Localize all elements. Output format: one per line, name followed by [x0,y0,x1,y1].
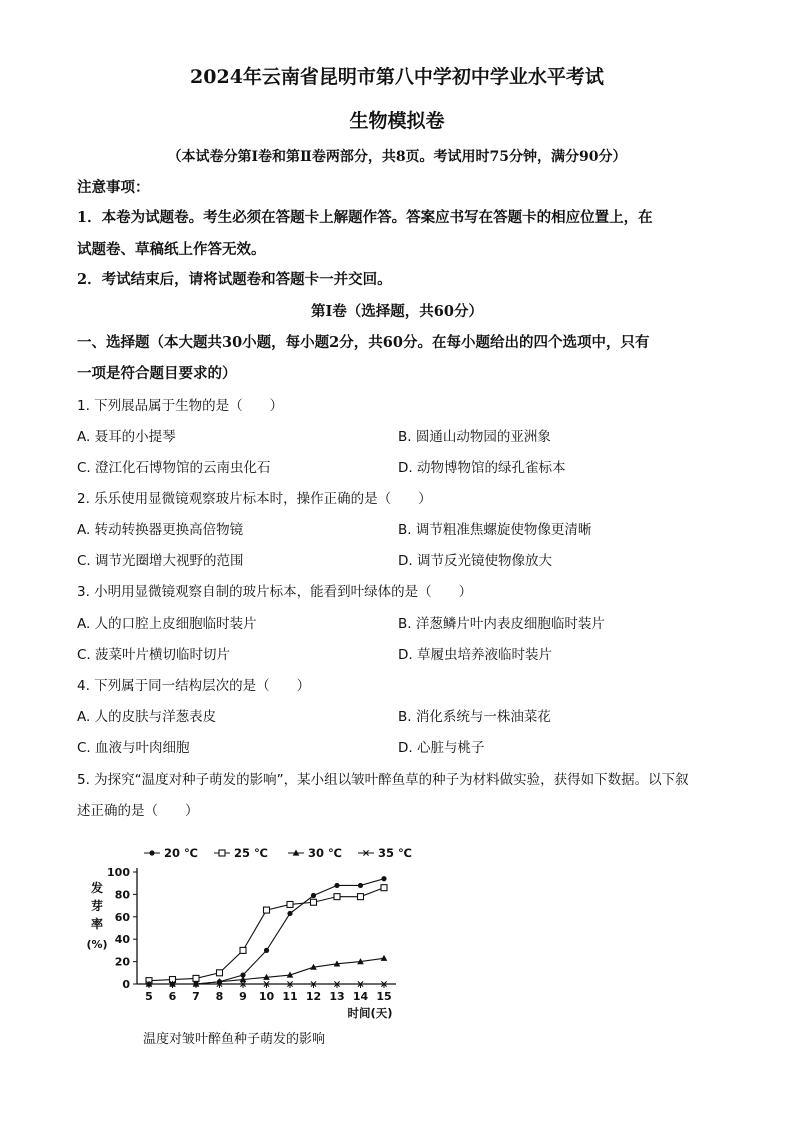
data-point [217,970,223,976]
notice-item-2: 2．考试结束后，请将试题卷和答题卡一并交回。 [77,271,392,288]
y-tick-label: 80 [114,888,130,902]
exam-title: 2024年云南省昆明市第八中学初中学业水平考试 [190,66,604,88]
question-5-stem-line-2: 述正确的是（ ） [77,803,199,819]
part1-heading: 第Ⅰ卷（选择题，共60分） [311,303,483,320]
y-tick-label: 0 [122,978,130,991]
chart-caption: 温度对皱叶醉鱼种子萌发的影响 [143,1032,326,1047]
question-1-option-c: C. 澄江化石博物馆的云南虫化石 [77,460,271,476]
y-tick-label: 100 [107,866,130,879]
x-tick-label: 12 [305,990,322,1003]
question-1-stem: 1. 下列展品属于生物的是（ ） [77,398,284,414]
question-3-option-b: B. 洋葱鳞片叶内表皮细胞临时装片 [398,616,605,632]
data-point [358,883,363,888]
notice-item-1-line-2: 试题卷、草稿纸上作答无效。 [77,241,266,258]
series-line-3 [149,958,384,984]
germination-chart [80,840,420,1025]
series-line-1 [149,879,384,984]
x-tick-label: 10 [258,990,275,1003]
question-1-option-d: D. 动物博物馆的绿孔雀标本 [398,460,566,476]
legend-label: 35 ℃ [378,846,412,860]
legend-label: 25 ℃ [234,846,268,860]
y-axis-label-char: 发 [90,881,104,895]
x-tick-label: 14 [352,990,369,1003]
question-3-option-d: D. 草履虫培养液临时装片 [398,647,552,663]
question-3-option-c: C. 菠菜叶片横切临时切片 [77,647,231,663]
x-tick-label: 9 [239,990,247,1003]
legend-label: 20 ℃ [164,846,198,860]
data-point [240,947,246,953]
question-2-option-a: A. 转动转换器更换高倍物镜 [77,522,244,538]
legend-label: 30 ℃ [308,846,342,860]
x-tick-label: 8 [215,990,224,1003]
question-1-option-a: A. 聂耳的小提琴 [77,429,176,445]
data-point [381,876,386,881]
x-tick-label: 6 [168,990,177,1003]
y-tick-label: 60 [114,910,130,924]
question-4-stem: 4. 下列属于同一结构层次的是（ ） [77,678,311,694]
y-tick-label: 20 [114,955,130,969]
data-point [287,911,292,916]
data-point [264,907,270,913]
data-point [381,955,388,961]
x-axis-label: 时间(天) [347,1006,393,1020]
question-5-stem-line-1: 5. 为探究“温度对种子萌发的影响”，某小组以皱叶醉鱼草的种子为材料做实验，获得如下数据。以下叙 [77,772,689,788]
question-4-option-b: B. 消化系统与一株油菜花 [398,709,551,725]
question-2-option-c: C. 调节光圈增大视野的范围 [77,553,244,569]
data-point [311,899,317,905]
series-line-2 [149,888,384,981]
data-point [264,948,269,953]
legend-marker [219,850,225,856]
y-axis-label-unit: (%) [86,938,108,951]
data-point [311,893,316,898]
question-2-stem: 2. 乐乐使用显微镜观察玻片标本时，操作正确的是（ ） [77,491,432,507]
question-1-option-b: B. 圆通山动物园的亚洲象 [398,429,551,445]
data-point [358,894,364,900]
legend-marker [149,850,154,855]
x-tick-label: 11 [282,990,298,1003]
data-point [287,901,293,907]
data-point [334,894,340,900]
x-tick-label: 7 [192,990,200,1003]
question-4-option-c: C. 血液与叶肉细胞 [77,740,190,756]
question-2-option-d: D. 调节反光镜使物像放大 [398,553,552,569]
question-4-option-a: A. 人的皮肤与洋葱表皮 [77,709,217,725]
exam-note: （本试卷分第Ⅰ卷和第Ⅱ卷两部分，共8页。考试用时75分钟，满分90分） [167,149,627,165]
x-tick-label: 5 [145,990,153,1003]
question-3-option-a: A. 人的口腔上皮细胞临时装片 [77,616,257,632]
question-4-option-d: D. 心脏与桃子 [398,740,485,756]
section-instruction-line-2: 一项是符合题目要求的） [77,365,237,382]
notice-heading: 注意事项： [77,179,150,196]
question-3-stem: 3. 小明用显微镜观察自制的玻片标本，能看到叶绿体的是（ ） [77,584,473,600]
section-instruction-line-1: 一、选择题（本大题共30小题，每小题2分，共60分。在每小题给出的四个选项中，只有 [77,334,650,351]
notice-item-1-line-1: 1．本卷为试题卷。考生必须在答题卡上解题作答。答案应书写在答题卡的相应位置上，在 [77,209,653,226]
x-tick-label: 15 [376,990,392,1003]
x-tick-label: 13 [329,990,345,1003]
question-2-option-b: B. 调节粗准焦螺旋使物像更清晰 [398,522,592,538]
exam-subtitle: 生物模拟卷 [349,110,445,132]
data-point [334,883,339,888]
y-axis-label-char: 率 [90,917,104,931]
y-axis-label-char: 芽 [90,899,104,913]
data-point [381,885,387,891]
y-tick-label: 40 [114,933,130,947]
